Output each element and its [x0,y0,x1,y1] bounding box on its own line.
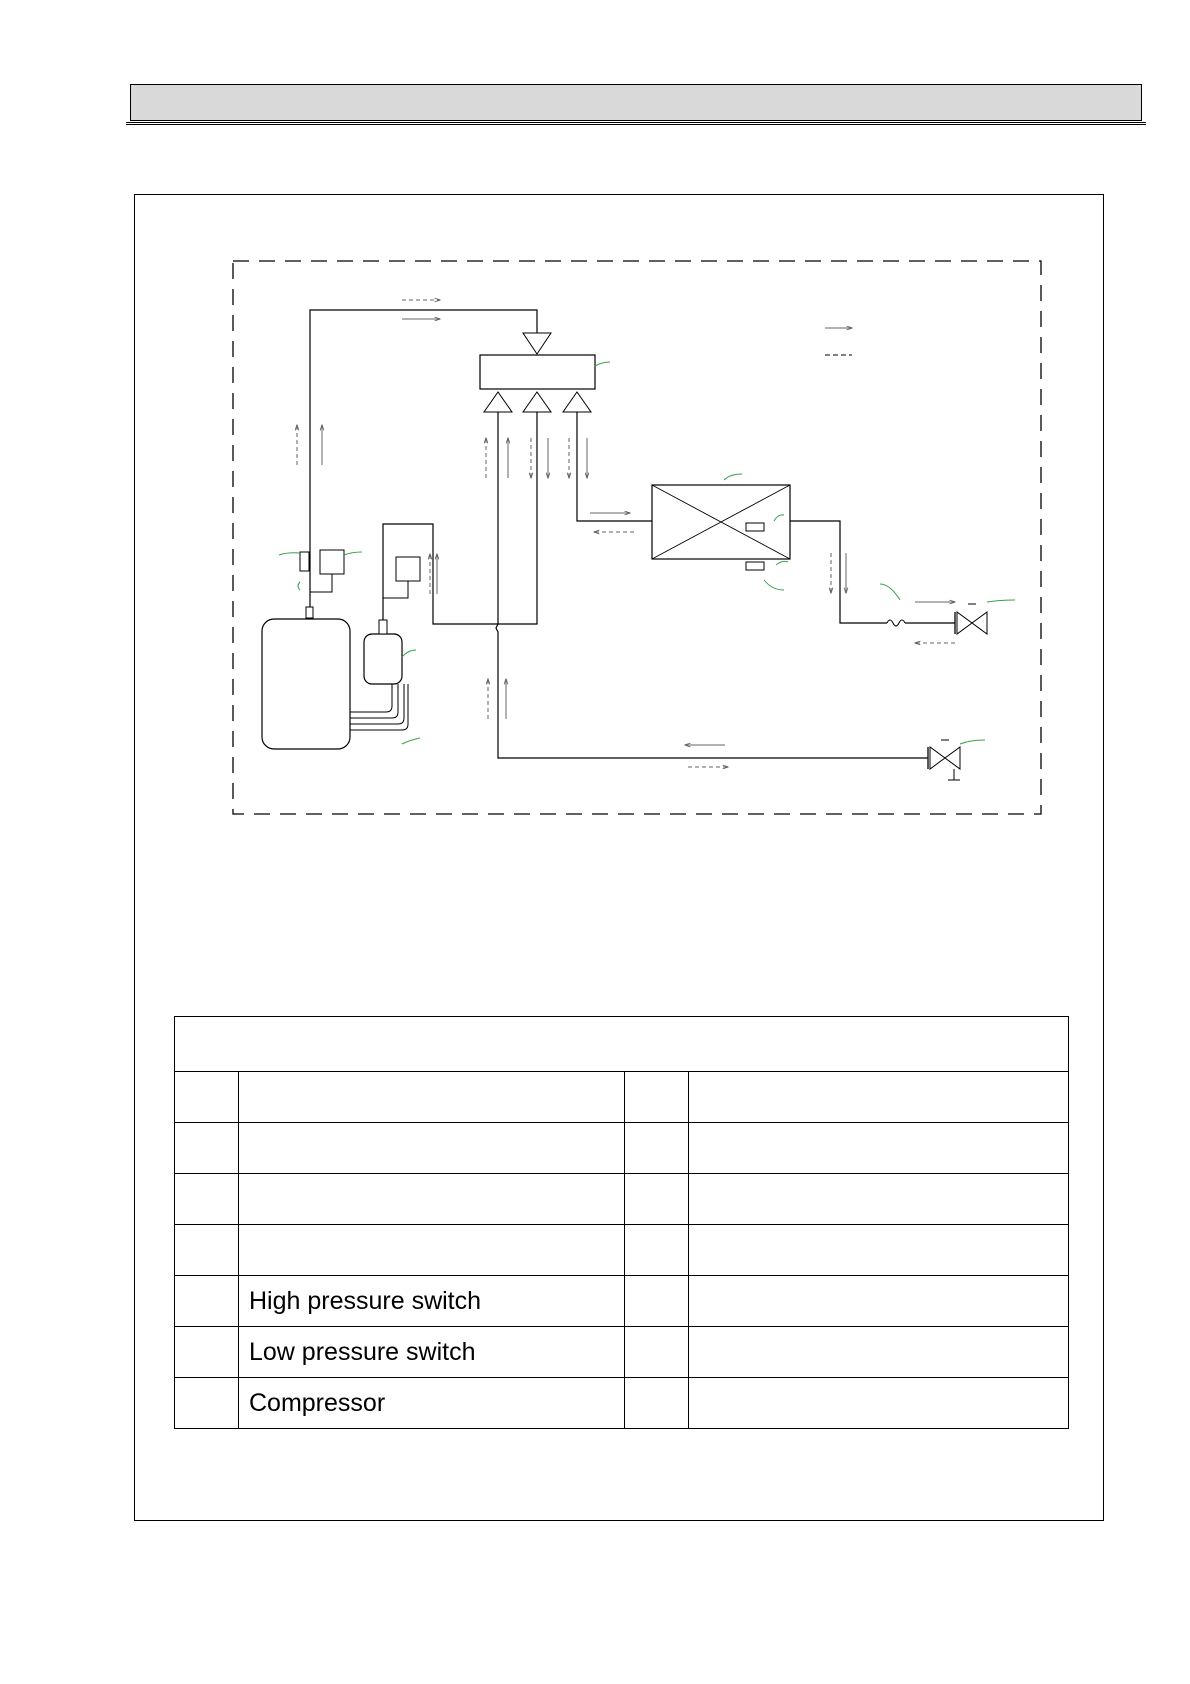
row-name-right [689,1123,1069,1174]
capillary-icon [887,620,905,626]
row-name-left: Compressor [239,1378,625,1429]
table-row [175,1174,1069,1225]
outdoor-unit-boundary [233,261,1041,814]
row-no-right [625,1378,689,1429]
row-no-right [625,1174,689,1225]
row-name-left [239,1072,625,1123]
row-no-right [625,1276,689,1327]
liquid-pipe [790,521,887,623]
row-name-left: High pressure switch [239,1276,625,1327]
table-row [175,1378,1069,1429]
parts-legend-table [174,1016,1069,1429]
table-row [175,1225,1069,1276]
row-name-right [689,1072,1069,1123]
accumulator-icon [364,634,402,684]
four-way-valve [480,333,595,412]
table-row [175,1327,1069,1378]
suction-pipe [383,412,537,624]
suction-lines [350,684,408,730]
compressor-icon [262,619,350,749]
heat-exchanger-icon [652,485,790,570]
row-no-left [175,1123,239,1174]
gas-pipe [496,412,928,758]
row-name-right [689,1174,1069,1225]
coil-sensor-icon [746,523,764,531]
row-name-right [689,1225,1069,1276]
row-no-left [175,1276,239,1327]
row-no-right [625,1072,689,1123]
table-row [175,1276,1069,1327]
gas-valve-icon [928,740,960,780]
row-no-right [625,1327,689,1378]
row-name-right [689,1276,1069,1327]
low-pressure-switch-icon [396,557,420,581]
condenser-inlet-pipe [577,412,652,521]
row-name-left [239,1225,625,1276]
row-name-left [239,1174,625,1225]
flow-arrows [297,300,955,767]
row-name-right [689,1378,1069,1429]
row-no-right [625,1123,689,1174]
row-name-right [689,1327,1069,1378]
table-title [175,1017,1069,1072]
discharge-sensor-icon [320,550,344,574]
high-pressure-switch-icon [300,552,309,571]
row-no-right [625,1225,689,1276]
ambient-sensor-icon [746,562,764,570]
discharge-fitting [306,607,313,618]
leader-lines [279,362,1015,744]
row-name-left [239,1123,625,1174]
row-no-left [175,1327,239,1378]
row-name-left: Low pressure switch [239,1327,625,1378]
row-no-left [175,1378,239,1429]
liquid-valve-icon [955,604,987,634]
table-row [175,1072,1069,1123]
row-no-left [175,1174,239,1225]
table-row [175,1123,1069,1174]
row-no-left [175,1225,239,1276]
table-title-row [175,1017,1069,1072]
row-no-left [175,1072,239,1123]
